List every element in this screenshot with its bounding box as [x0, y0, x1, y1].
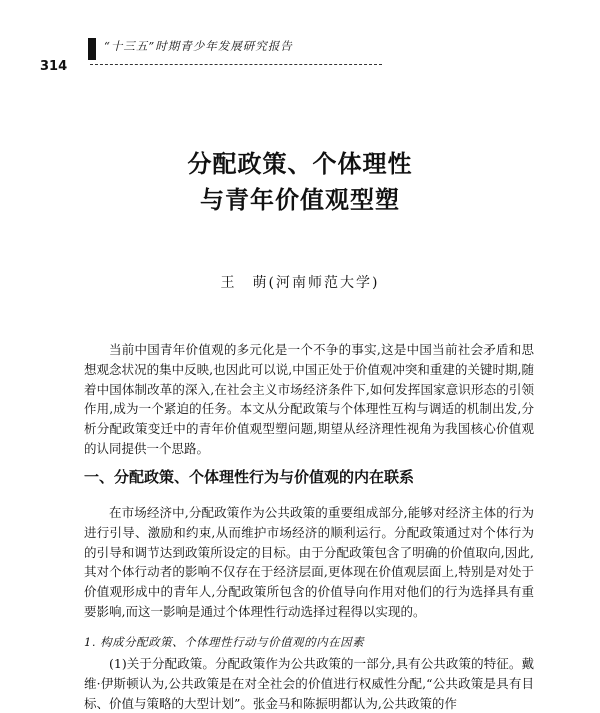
article-title-line1: 分配政策、个体理性 [187, 149, 413, 178]
subsection-heading: 1. 构成分配政策、个体理性行动与价值观的内在因素 [84, 635, 365, 649]
body-paragraph: 在市场经济中,分配政策作为公共政策的重要组成部分,能够对经济主体的行为进行引导、激励和约束,从而维护市场经济的顺利运行。分配政策通过对个体行为的引导和调节达到政策所设定的目标。由于分配政策包含了明确的价值取向,因此,其对个体行动者的影响不仅存在于经济层面,更体现在价值观层面上,特别是对处于价值观形成中的青年人,分配政策所包含的价值导向作用对他们的行为选择具有重要影响,而这一影响是通过个体理性行动选择过程得以实现的。 [84, 505, 534, 619]
section-heading: 一、分配政策、个体理性行为与价值观的内在联系 [84, 468, 415, 486]
page-number: 314 [40, 59, 68, 74]
header-rule [90, 64, 382, 65]
running-header: “十三五”时期青少年发展研究报告 [104, 39, 293, 53]
article-title-line2: 与青年价值观型塑 [200, 185, 400, 214]
abstract-paragraph: 当前中国青年价值观的多元化是一个不争的事实,这是中国当前社会矛盾和思想观念状况的集中反映,也因此可以说,中国正处于价值观冲突和重建的关键时期,随着中国体制改革的深入,在社会主义市场经济条件下,如何发挥国家意识形态的引领作用,成为一个紧迫的任务。本文从分配政策与个体理性互构与调适的机制出发,分析分配政策变迁中的青年价值观型塑问题,期望从经济理性视角为我国核心价值观的认同提供一个思路。 [84, 342, 534, 456]
author-byline: 王 萌(河南师范大学) [220, 275, 380, 291]
body-paragraph-continued: (1)关于分配政策。分配政策作为公共政策的一部分,具有公共政策的特征。戴维·伊斯顿认为,公共政策是在对全社会的价值进行权威性分配,“公共政策是具有目标、价值与策略的大型计划”。张金马和陈振明都认为,公共政策的作 [84, 656, 534, 711]
header-marker-bar [88, 38, 96, 60]
